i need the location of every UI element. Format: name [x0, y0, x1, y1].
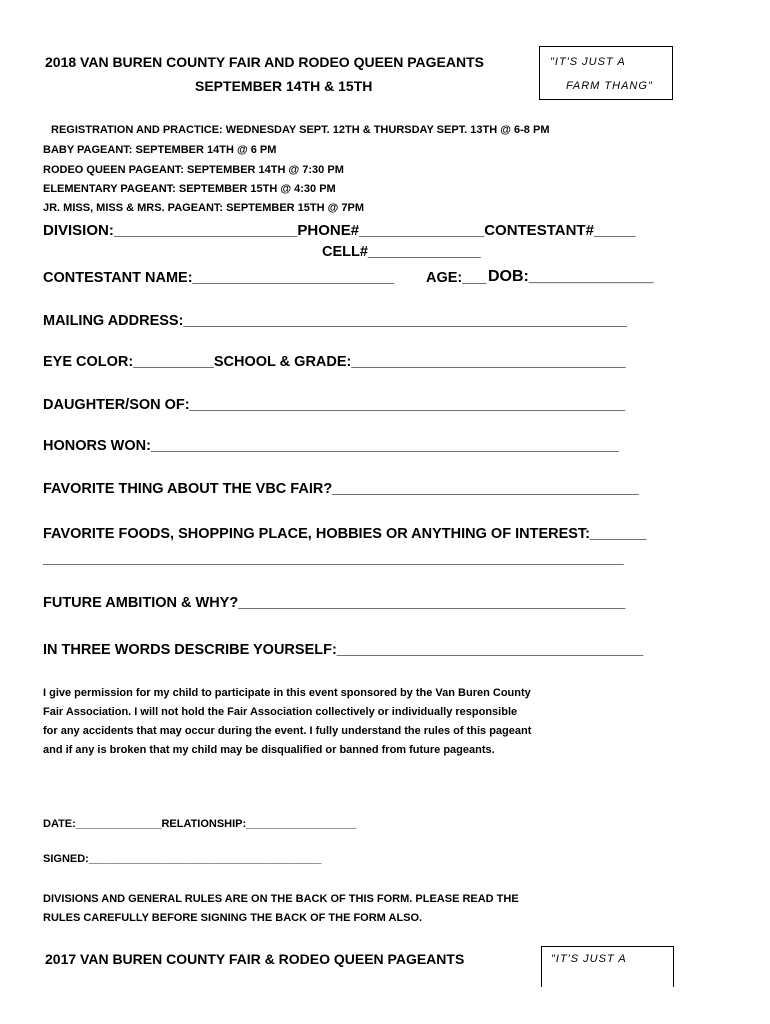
- page-title-line2: SEPTEMBER 14TH & 15TH: [195, 78, 373, 94]
- page-title-line1: 2018 VAN BUREN COUNTY FAIR AND RODEO QUEEN PAGEANTS: [45, 54, 484, 70]
- permission-line2: Fair Association. I will not hold the Fair Association collectively or individually responsible: [43, 706, 518, 718]
- schedule-elementary: ELEMENTARY PAGEANT: SEPTEMBER 15TH @ 4:30 PM: [43, 183, 336, 195]
- schedule-rodeo-queen: RODEO QUEEN PAGEANT: SEPTEMBER 14TH @ 7:30 PM: [43, 164, 344, 176]
- signed-field[interactable]: SIGNED:______________________________________: [43, 853, 322, 865]
- favorite-foods-line2[interactable]: ________________________________________________________________________: [43, 551, 624, 567]
- date-relationship-field[interactable]: DATE:______________RELATIONSHIP:__________________: [43, 818, 357, 830]
- slogan-line1: "IT'S JUST A: [550, 56, 626, 68]
- permission-line1: I give permission for my child to participate in this event sponsored by the Van Buren County: [43, 687, 531, 699]
- honors-won-field[interactable]: HONORS WON:__________________________________________________________: [43, 438, 619, 454]
- age-field[interactable]: AGE:___: [426, 270, 487, 286]
- future-ambition-field[interactable]: FUTURE AMBITION & WHY?________________________________________________: [43, 595, 626, 611]
- schedule-jr-miss: JR. MISS, MISS & MRS. PAGEANT: SEPTEMBER 15TH @ 7PM: [43, 202, 365, 214]
- daughter-son-field[interactable]: DAUGHTER/SON OF:______________________________________________________: [43, 397, 626, 413]
- footer-slogan-line1: "IT'S JUST A: [551, 953, 627, 965]
- dob-field[interactable]: DOB:______________: [488, 268, 654, 285]
- notice-line1: DIVISIONS AND GENERAL RULES ARE ON THE BACK OF THIS FORM. PLEASE READ THE: [43, 893, 519, 905]
- contestant-name-field[interactable]: CONTESTANT NAME:_________________________: [43, 270, 395, 286]
- three-words-field[interactable]: IN THREE WORDS DESCRIBE YOURSELF:______________________________________: [43, 642, 644, 658]
- cell-field[interactable]: CELL#______________: [322, 244, 481, 260]
- schedule-registration: REGISTRATION AND PRACTICE: WEDNESDAY SEPT. 12TH & THURSDAY SEPT. 13TH @ 6-8 PM: [51, 124, 550, 136]
- slogan-line2: FARM THANG": [566, 80, 653, 92]
- notice-line2: RULES CAREFULLY BEFORE SIGNING THE BACK OF THE FORM ALSO.: [43, 912, 423, 924]
- slogan-box: [539, 46, 673, 100]
- eye-color-school-field[interactable]: EYE COLOR:__________SCHOOL & GRADE:__________________________________: [43, 354, 626, 370]
- favorite-thing-field[interactable]: FAVORITE THING ABOUT THE VBC FAIR?______________________________________: [43, 481, 639, 497]
- footer-slogan-box: [541, 946, 674, 987]
- favorite-foods-field[interactable]: FAVORITE FOODS, SHOPPING PLACE, HOBBIES OR ANYTHING OF INTEREST:_______: [43, 526, 647, 542]
- mailing-address-field[interactable]: MAILING ADDRESS:_______________________________________________________: [43, 313, 627, 329]
- permission-line4: and if any is broken that my child may be disqualified or banned from future pageants.: [43, 744, 495, 756]
- schedule-baby-pageant: BABY PAGEANT: SEPTEMBER 14TH @ 6 PM: [43, 144, 277, 156]
- footer-title: 2017 VAN BUREN COUNTY FAIR & RODEO QUEEN PAGEANTS: [45, 951, 465, 967]
- division-phone-contestant-field[interactable]: DIVISION:______________________PHONE#_______________CONTESTANT#_____: [43, 222, 636, 239]
- permission-line3: for any accidents that may occur during the event. I fully understand the rules of this pageant: [43, 725, 532, 737]
